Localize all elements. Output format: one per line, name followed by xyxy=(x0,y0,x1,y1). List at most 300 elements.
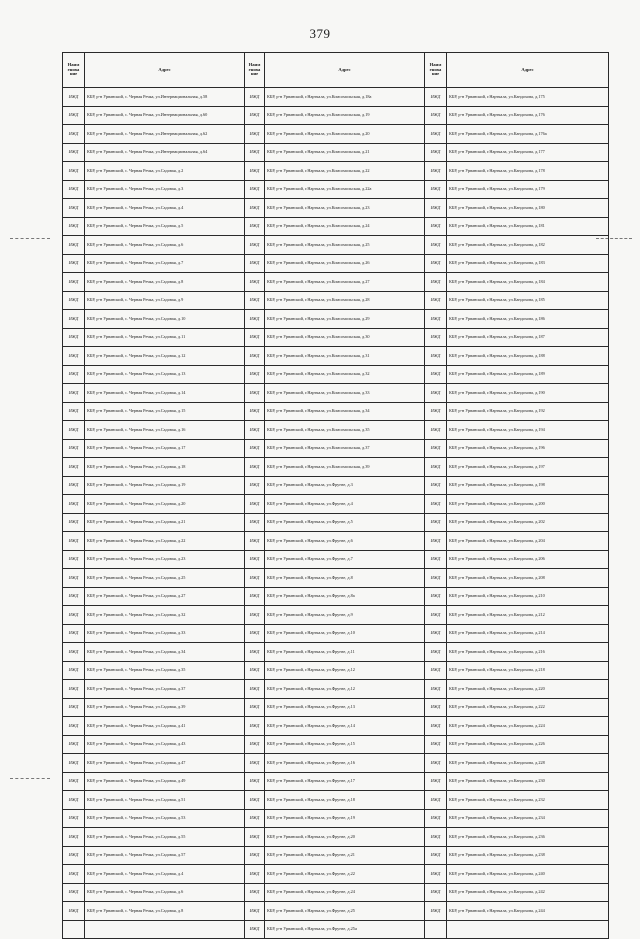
building-type-cell: ИЖД xyxy=(245,587,265,606)
address-cell: КБР, р-н Урванский, с. Черная Речка, ул.Садовая, д.35 xyxy=(85,661,245,680)
building-type-cell xyxy=(63,920,85,939)
building-type-cell: ИЖД xyxy=(63,273,85,292)
address-cell: КБР, р-н Урванский, с. Черная Речка, ул.Садовая, д.16 xyxy=(85,421,245,440)
building-type-cell: ИЖД xyxy=(63,88,85,107)
table-row xyxy=(63,513,609,532)
address-cell: КБР, р-н Урванский, с. Черная Речка, ул.Садовая, д.10 xyxy=(85,310,245,329)
address-cell: КБР, р-н Урванский, г.Нарткала, ул.Комсомольская, д.39 xyxy=(265,458,425,477)
address-cell: КБР, р-н Урванский, г.Нарткала, ул.Комсомольская, д.20 xyxy=(265,125,425,144)
building-type-cell: ИЖД xyxy=(425,439,447,458)
building-type-cell: ИЖД xyxy=(245,883,265,902)
table-row xyxy=(63,661,609,680)
address-cell: КБР, р-н Урванский, г.Нарткала, ул.Кандохова, д.208 xyxy=(447,569,609,588)
table-row xyxy=(63,791,609,810)
building-type-cell: ИЖД xyxy=(63,439,85,458)
address-cell: КБР, р-н Урванский, г.Нарткала, ул.Кандохова, д.202 xyxy=(447,513,609,532)
table-row xyxy=(63,365,609,384)
table-row xyxy=(63,828,609,847)
address-cell: КБР, р-н Урванский, г.Нарткала, ул.Кандохова, д.175 xyxy=(447,88,609,107)
address-table-wrap xyxy=(62,52,608,939)
address-cell: КБР, р-н Урванский, г.Нарткала, ул.Кандохова, д.200 xyxy=(447,495,609,514)
address-cell: КБР, р-н Урванский, г.Нарткала, ул.Фрунзе, д.3 xyxy=(265,476,425,495)
address-cell: КБР, р-н Урванский, с. Черная Речка, ул.Садовая, д.11 xyxy=(85,328,245,347)
address-cell: КБР, р-н Урванский, г.Нарткала, ул.Кандохова, д.238 xyxy=(447,846,609,865)
building-type-cell: ИЖД xyxy=(63,828,85,847)
building-type-cell: ИЖД xyxy=(425,384,447,403)
address-cell: КБР, р-н Урванский, г.Нарткала, ул.Фрунзе, д.10 xyxy=(265,624,425,643)
address-cell: КБР, р-н Урванский, г.Нарткала, ул.Фрунзе, д.21 xyxy=(265,846,425,865)
table-body xyxy=(63,88,609,939)
address-cell: КБР, р-н Урванский, г.Нарткала, ул.Кандохова, д.210 xyxy=(447,587,609,606)
building-type-cell: ИЖД xyxy=(63,236,85,255)
address-cell: КБР, р-н Урванский, г.Нарткала, ул.Кандохова, д.190 xyxy=(447,384,609,403)
building-type-cell: ИЖД xyxy=(425,291,447,310)
building-type-cell: ИЖД xyxy=(425,624,447,643)
address-cell: КБР, р-н Урванский, г.Нарткала, ул.Фрунзе, д.12 xyxy=(265,680,425,699)
building-type-cell: ИЖД xyxy=(425,550,447,569)
address-cell: КБР, р-н Урванский, с. Черная Речка, ул.Садовая, д.2 xyxy=(85,162,245,181)
building-type-cell: ИЖД xyxy=(425,643,447,662)
address-cell: КБР, р-н Урванский, г.Нарткала, ул.Кандохова, д.185 xyxy=(447,291,609,310)
building-type-cell: ИЖД xyxy=(245,291,265,310)
building-type-cell: ИЖД xyxy=(63,717,85,736)
building-type-cell: ИЖД xyxy=(245,754,265,773)
table-row xyxy=(63,384,609,403)
building-type-cell: ИЖД xyxy=(425,569,447,588)
building-type-cell: ИЖД xyxy=(245,162,265,181)
table-row xyxy=(63,587,609,606)
address-cell: КБР, р-н Урванский, г.Нарткала, ул.Фрунзе, д.13 xyxy=(265,698,425,717)
building-type-cell: ИЖД xyxy=(63,384,85,403)
building-type-cell: ИЖД xyxy=(245,680,265,699)
address-cell: КБР, р-н Урванский, г.Нарткала, ул.Кандохова, д.222 xyxy=(447,698,609,717)
address-cell: КБР, р-н Урванский, г.Нарткала, ул.Фрунзе, д.16 xyxy=(265,754,425,773)
address-cell: КБР, р-н Урванский, г.Нарткала, ул.Кандохова, д.232 xyxy=(447,791,609,810)
address-cell: КБР, р-н Урванский, с. Черная Речка, ул.Садовая, д.5 xyxy=(85,217,245,236)
address-cell: КБР, р-н Урванский, г.Нарткала, ул.Кандохова, д.194 xyxy=(447,421,609,440)
building-type-cell: ИЖД xyxy=(245,772,265,791)
building-type-cell: ИЖД xyxy=(63,143,85,162)
address-cell: КБР, р-н Урванский, г.Нарткала, ул.Фрунзе, д.22 xyxy=(265,865,425,884)
building-type-cell: ИЖД xyxy=(63,569,85,588)
building-type-cell: ИЖД xyxy=(425,476,447,495)
address-cell: КБР, р-н Урванский, с. Черная Речка, ул.Садовая, д.14 xyxy=(85,384,245,403)
building-type-cell: ИЖД xyxy=(63,532,85,551)
building-type-cell: ИЖД xyxy=(245,902,265,921)
building-type-cell: ИЖД xyxy=(245,809,265,828)
address-cell: КБР, р-н Урванский, г.Нарткала, ул.Фрунзе, д.12 xyxy=(265,661,425,680)
building-type-cell: ИЖД xyxy=(425,495,447,514)
address-cell: КБР, р-н Урванский, с. Черная Речка, ул.Садовая, д.7 xyxy=(85,254,245,273)
building-type-cell: ИЖД xyxy=(63,791,85,810)
address-cell: КБР, р-н Урванский, г.Нарткала, ул.Фрунзе, д.4 xyxy=(265,495,425,514)
address-cell: КБР, р-н Урванский, с. Черная Речка, ул.Садовая, д.18 xyxy=(85,458,245,477)
table-row xyxy=(63,717,609,736)
table-row xyxy=(63,532,609,551)
building-type-cell: ИЖД xyxy=(63,680,85,699)
address-cell: КБР, р-н Урванский, г.Нарткала, ул.Кандохова, д.196 xyxy=(447,439,609,458)
table-row xyxy=(63,846,609,865)
address-cell: КБР, р-н Урванский, г.Нарткала, ул.Комсомольская, д.25 xyxy=(265,236,425,255)
table-row xyxy=(63,495,609,514)
building-type-cell: ИЖД xyxy=(63,772,85,791)
building-type-cell: ИЖД xyxy=(425,402,447,421)
building-type-cell: ИЖД xyxy=(245,495,265,514)
address-cell: КБР, р-н Урванский, г.Нарткала, ул.Фрунзе, д.8 xyxy=(265,569,425,588)
building-type-cell: ИЖД xyxy=(245,180,265,199)
address-cell: КБР, р-н Урванский, г.Нарткала, ул.Фрунзе, д.15 xyxy=(265,735,425,754)
address-cell: КБР, р-н Урванский, г.Нарткала, ул.Фрунзе, д.14 xyxy=(265,717,425,736)
building-type-cell: ИЖД xyxy=(63,402,85,421)
building-type-cell: ИЖД xyxy=(245,717,265,736)
building-type-cell: ИЖД xyxy=(245,384,265,403)
table-row xyxy=(63,643,609,662)
address-cell: КБР, р-н Урванский, г.Нарткала, ул.Комсомольская, д.23 xyxy=(265,199,425,218)
building-type-cell: ИЖД xyxy=(245,88,265,107)
address-cell: КБР, р-н Урванский, с. Черная Речка, ул.Садовая, д.57 xyxy=(85,846,245,865)
building-type-cell: ИЖД xyxy=(245,532,265,551)
address-table xyxy=(62,52,609,939)
address-cell: КБР, р-н Урванский, г.Нарткала, ул.Комсомольская, д.28 xyxy=(265,291,425,310)
address-cell: КБР, р-н Урванский, г.Нарткала, ул.Кандохова, д.212 xyxy=(447,606,609,625)
building-type-cell: ИЖД xyxy=(63,865,85,884)
building-type-cell: ИЖД xyxy=(245,920,265,939)
building-type-cell: ИЖД xyxy=(63,328,85,347)
table-row xyxy=(63,458,609,477)
address-cell: КБР, р-н Урванский, г.Нарткала, ул.Кандохова, д.228 xyxy=(447,754,609,773)
table-row xyxy=(63,310,609,329)
building-type-cell: ИЖД xyxy=(245,347,265,366)
address-cell: КБР, р-н Урванский, г.Нарткала, ул.Фрунзе, д.6 xyxy=(265,532,425,551)
building-type-cell: ИЖД xyxy=(245,624,265,643)
address-cell: КБР, р-н Урванский, г.Нарткала, ул.Кандохова, д.178 xyxy=(447,162,609,181)
address-cell: КБР, р-н Урванский, г.Нарткала, ул.Кандохова, д.218 xyxy=(447,661,609,680)
building-type-cell: ИЖД xyxy=(245,254,265,273)
building-type-cell: ИЖД xyxy=(425,310,447,329)
address-cell: КБР, р-н Урванский, г.Нарткала, ул.Комсомольская, д.26 xyxy=(265,254,425,273)
address-cell xyxy=(447,920,609,939)
building-type-cell: ИЖД xyxy=(425,143,447,162)
address-cell: КБР, р-н Урванский, г.Нарткала, ул.Кандохова, д.176а xyxy=(447,125,609,144)
building-type-cell: ИЖД xyxy=(63,735,85,754)
table-row xyxy=(63,143,609,162)
building-type-cell: ИЖД xyxy=(63,661,85,680)
table-row xyxy=(63,347,609,366)
building-type-cell: ИЖД xyxy=(425,513,447,532)
table-row xyxy=(63,125,609,144)
building-type-cell: ИЖД xyxy=(63,606,85,625)
building-type-cell: ИЖД xyxy=(63,698,85,717)
table-row xyxy=(63,421,609,440)
address-cell: КБР, р-н Урванский, г.Нарткала, ул.Кандохова, д.177 xyxy=(447,143,609,162)
table-row xyxy=(63,550,609,569)
address-cell: КБР, р-н Урванский, г.Нарткала, ул.Кандохова, д.182 xyxy=(447,236,609,255)
building-type-cell: ИЖД xyxy=(63,624,85,643)
table-row xyxy=(63,88,609,107)
building-type-cell: ИЖД xyxy=(63,254,85,273)
building-type-cell: ИЖД xyxy=(245,143,265,162)
building-type-cell: ИЖД xyxy=(63,347,85,366)
address-cell: КБР, р-н Урванский, г.Нарткала, ул.Фрунзе, д.20 xyxy=(265,828,425,847)
address-cell: КБР, р-н Урванский, г.Нарткала, ул.Фрунзе, д.18 xyxy=(265,791,425,810)
building-type-cell: ИЖД xyxy=(425,125,447,144)
building-type-cell: ИЖД xyxy=(63,513,85,532)
building-type-cell: ИЖД xyxy=(63,458,85,477)
address-cell: КБР, р-н Урванский, с. Черная Речка, ул.Садовая, д.9 xyxy=(85,291,245,310)
address-cell: КБР, р-н Урванский, г.Нарткала, ул.Кандохова, д.179 xyxy=(447,180,609,199)
building-type-cell: ИЖД xyxy=(63,809,85,828)
address-cell: КБР, р-н Урванский, г.Нарткала, ул.Комсомольская, д.35 xyxy=(265,421,425,440)
building-type-cell: ИЖД xyxy=(425,421,447,440)
building-type-cell: ИЖД xyxy=(63,125,85,144)
building-type-cell: ИЖД xyxy=(245,846,265,865)
address-cell: КБР, р-н Урванский, г.Нарткала, ул.Кандохова, д.242 xyxy=(447,883,609,902)
address-cell: КБР, р-н Урванский, г.Нарткала, ул.Кандохова, д.192 xyxy=(447,402,609,421)
table-row xyxy=(63,569,609,588)
building-type-cell: ИЖД xyxy=(425,273,447,292)
table-row xyxy=(63,254,609,273)
address-cell: КБР, р-н Урванский, с. Черная Речка, ул.Садовая, д.49 xyxy=(85,772,245,791)
building-type-cell: ИЖД xyxy=(425,828,447,847)
table-row xyxy=(63,162,609,181)
address-cell: КБР, р-н Урванский, с. Черная Речка, ул.Садовая, д.12 xyxy=(85,347,245,366)
building-type-cell: ИЖД xyxy=(245,439,265,458)
address-cell: КБР, р-н Урванский, г.Нарткала, ул.Кандохова, д.224 xyxy=(447,717,609,736)
table-row xyxy=(63,735,609,754)
address-cell: КБР, р-н Урванский, г.Нарткала, ул.Кандохова, д.184 xyxy=(447,273,609,292)
header-address: Адрес xyxy=(265,53,425,88)
building-type-cell: ИЖД xyxy=(63,180,85,199)
address-cell: КБР, р-н Урванский, с. Черная Речка, ул.Интернациональная, д.62 xyxy=(85,125,245,144)
address-cell: КБР, р-н Урванский, с. Черная Речка, ул.Садовая, д.8 xyxy=(85,273,245,292)
address-cell: КБР, р-н Урванский, с. Черная Речка, ул.Садовая, д.4 xyxy=(85,865,245,884)
table-row xyxy=(63,754,609,773)
building-type-cell: ИЖД xyxy=(245,236,265,255)
address-cell: КБР, р-н Урванский, г.Нарткала, ул.Кандохова, д.220 xyxy=(447,680,609,699)
building-type-cell: ИЖД xyxy=(63,106,85,125)
table-row xyxy=(63,902,609,921)
header-type: Наим енова ние xyxy=(63,53,85,88)
address-cell: КБР, р-н Урванский, с. Черная Речка, ул.Садовая, д.23 xyxy=(85,550,245,569)
address-cell: КБР, р-н Урванский, г.Нарткала, ул.Кандохова, д.180 xyxy=(447,199,609,218)
building-type-cell: ИЖД xyxy=(63,421,85,440)
building-type-cell: ИЖД xyxy=(425,865,447,884)
building-type-cell: ИЖД xyxy=(245,550,265,569)
building-type-cell: ИЖД xyxy=(425,162,447,181)
building-type-cell: ИЖД xyxy=(425,180,447,199)
building-type-cell: ИЖД xyxy=(425,532,447,551)
building-type-cell: ИЖД xyxy=(245,328,265,347)
building-type-cell: ИЖД xyxy=(245,735,265,754)
header-address: Адрес xyxy=(447,53,609,88)
address-cell: КБР, р-н Урванский, с. Черная Речка, ул.Садовая, д.6 xyxy=(85,883,245,902)
address-cell: КБР, р-н Урванский, с. Черная Речка, ул.Садовая, д.8 xyxy=(85,902,245,921)
address-cell: КБР, р-н Урванский, с. Черная Речка, ул.Садовая, д.53 xyxy=(85,809,245,828)
address-cell: КБР, р-н Урванский, г.Нарткала, ул.Фрунзе, д.25 xyxy=(265,902,425,921)
building-type-cell: ИЖД xyxy=(245,365,265,384)
building-type-cell: ИЖД xyxy=(425,236,447,255)
building-type-cell: ИЖД xyxy=(245,458,265,477)
building-type-cell: ИЖД xyxy=(245,217,265,236)
address-cell: КБР, р-н Урванский, с. Черная Речка, ул.Садовая, д.27 xyxy=(85,587,245,606)
building-type-cell: ИЖД xyxy=(425,365,447,384)
building-type-cell: ИЖД xyxy=(245,106,265,125)
address-cell: КБР, р-н Урванский, г.Нарткала, ул.Комсомольская, д.34 xyxy=(265,402,425,421)
table-row xyxy=(63,606,609,625)
address-cell: КБР, р-н Урванский, с. Черная Речка, ул.Садовая, д.33 xyxy=(85,624,245,643)
address-cell: КБР, р-н Урванский, г.Нарткала, ул.Кандохова, д.206 xyxy=(447,550,609,569)
building-type-cell: ИЖД xyxy=(63,365,85,384)
table-row xyxy=(63,180,609,199)
address-cell: КБР, р-н Урванский, г.Нарткала, ул.Комсомольская, д.30 xyxy=(265,328,425,347)
address-cell: КБР, р-н Урванский, г.Нарткала, ул.Фрунзе, д.25а xyxy=(265,920,425,939)
address-cell: КБР, р-н Урванский, г.Нарткала, ул.Кандохова, д.230 xyxy=(447,772,609,791)
building-type-cell: ИЖД xyxy=(245,828,265,847)
address-cell: КБР, р-н Урванский, г.Нарткала, ул.Комсомольская, д.21 xyxy=(265,143,425,162)
address-cell: КБР, р-н Урванский, г.Нарткала, ул.Комсомольская, д.19 xyxy=(265,106,425,125)
building-type-cell: ИЖД xyxy=(245,698,265,717)
building-type-cell: ИЖД xyxy=(63,587,85,606)
address-cell: КБР, р-н Урванский, г.Нарткала, ул.Кандохова, д.181 xyxy=(447,217,609,236)
address-cell: КБР, р-н Урванский, с. Черная Речка, ул.Садовая, д.51 xyxy=(85,791,245,810)
address-cell: КБР, р-н Урванский, г.Нарткала, ул.Кандохова, д.236 xyxy=(447,828,609,847)
address-cell: КБР, р-н Урванский, с. Черная Речка, ул.Садовая, д.43 xyxy=(85,735,245,754)
address-cell: КБР, р-н Урванский, с. Черная Речка, ул.Садовая, д.19 xyxy=(85,476,245,495)
address-cell: КБР, р-н Урванский, с. Черная Речка, ул.Садовая, д.6 xyxy=(85,236,245,255)
building-type-cell: ИЖД xyxy=(425,199,447,218)
building-type-cell: ИЖД xyxy=(425,328,447,347)
header-address: Адрес xyxy=(85,53,245,88)
table-row xyxy=(63,920,609,939)
building-type-cell: ИЖД xyxy=(425,587,447,606)
address-cell: КБР, р-н Урванский, с. Черная Речка, ул.Садовая, д.15 xyxy=(85,402,245,421)
table-row xyxy=(63,680,609,699)
address-cell: КБР, р-н Урванский, г.Нарткала, ул.Кандохова, д.204 xyxy=(447,532,609,551)
building-type-cell: ИЖД xyxy=(63,310,85,329)
building-type-cell: ИЖД xyxy=(425,883,447,902)
address-cell: КБР, р-н Урванский, г.Нарткала, ул.Кандохова, д.188 xyxy=(447,347,609,366)
building-type-cell: ИЖД xyxy=(245,421,265,440)
address-cell: КБР, р-н Урванский, с. Черная Речка, ул.Садовая, д.39 xyxy=(85,698,245,717)
building-type-cell: ИЖД xyxy=(245,865,265,884)
address-cell: КБР, р-н Урванский, г.Нарткала, ул.Комсомольская, д.31 xyxy=(265,347,425,366)
building-type-cell: ИЖД xyxy=(425,809,447,828)
margin-mark xyxy=(10,778,50,780)
building-type-cell: ИЖД xyxy=(425,717,447,736)
table-row xyxy=(63,217,609,236)
table-row xyxy=(63,402,609,421)
table-row xyxy=(63,476,609,495)
building-type-cell: ИЖД xyxy=(425,772,447,791)
building-type-cell: ИЖД xyxy=(63,550,85,569)
building-type-cell: ИЖД xyxy=(245,310,265,329)
building-type-cell: ИЖД xyxy=(425,698,447,717)
address-cell: КБР, р-н Урванский, г.Нарткала, ул.Кандохова, д.187 xyxy=(447,328,609,347)
building-type-cell: ИЖД xyxy=(63,495,85,514)
address-cell: КБР, р-н Урванский, г.Нарткала, ул.Фрунзе, д.9 xyxy=(265,606,425,625)
address-cell: КБР, р-н Урванский, с. Черная Речка, ул.Интернациональная, д.58 xyxy=(85,88,245,107)
building-type-cell: ИЖД xyxy=(425,347,447,366)
address-cell xyxy=(85,920,245,939)
building-type-cell: ИЖД xyxy=(245,273,265,292)
table-row xyxy=(63,698,609,717)
address-cell: КБР, р-н Урванский, г.Нарткала, ул.Фрунзе, д.19 xyxy=(265,809,425,828)
building-type-cell: ИЖД xyxy=(63,883,85,902)
address-cell: КБР, р-н Урванский, с. Черная Речка, ул.Садовая, д.4 xyxy=(85,199,245,218)
table-row xyxy=(63,291,609,310)
address-cell: КБР, р-н Урванский, с. Черная Речка, ул.Садовая, д.37 xyxy=(85,680,245,699)
building-type-cell: ИЖД xyxy=(245,569,265,588)
address-cell: КБР, р-н Урванский, с. Черная Речка, ул.Садовая, д.20 xyxy=(85,495,245,514)
address-cell: КБР, р-н Урванский, г.Нарткала, ул.Кандохова, д.198 xyxy=(447,476,609,495)
address-cell: КБР, р-н Урванский, г.Нарткала, ул.Фрунзе, д.7 xyxy=(265,550,425,569)
building-type-cell: ИЖД xyxy=(245,513,265,532)
address-cell: КБР, р-н Урванский, г.Нарткала, ул.Комсомольская, д.27 xyxy=(265,273,425,292)
building-type-cell: ИЖД xyxy=(63,199,85,218)
building-type-cell: ИЖД xyxy=(425,606,447,625)
building-type-cell: ИЖД xyxy=(245,606,265,625)
table-header-row xyxy=(63,53,609,88)
address-cell: КБР, р-н Урванский, с. Черная Речка, ул.Садовая, д.32 xyxy=(85,606,245,625)
page-number: 379 xyxy=(309,26,331,41)
building-type-cell: ИЖД xyxy=(425,106,447,125)
address-cell: КБР, р-н Урванский, с. Черная Речка, ул.Садовая, д.47 xyxy=(85,754,245,773)
address-cell: КБР, р-н Урванский, г.Нарткала, ул.Комсомольская, д.33 xyxy=(265,384,425,403)
table-row xyxy=(63,883,609,902)
header-type: Наим енова ние xyxy=(245,53,265,88)
building-type-cell: ИЖД xyxy=(425,735,447,754)
building-type-cell: ИЖД xyxy=(245,791,265,810)
address-cell: КБР, р-н Урванский, г.Нарткала, ул.Комсомольская, д.22а xyxy=(265,180,425,199)
building-type-cell: ИЖД xyxy=(63,291,85,310)
address-cell: КБР, р-н Урванский, г.Нарткала, ул.Фрунзе, д.11 xyxy=(265,643,425,662)
building-type-cell: ИЖД xyxy=(245,476,265,495)
address-cell: КБР, р-н Урванский, с. Черная Речка, ул.Садовая, д.13 xyxy=(85,365,245,384)
address-cell: КБР, р-н Урванский, г.Нарткала, ул.Кандохова, д.183 xyxy=(447,254,609,273)
building-type-cell: ИЖД xyxy=(63,754,85,773)
building-type-cell: ИЖД xyxy=(63,643,85,662)
building-type-cell: ИЖД xyxy=(63,476,85,495)
building-type-cell: ИЖД xyxy=(425,846,447,865)
address-cell: КБР, р-н Урванский, г.Нарткала, ул.Кандохова, д.226 xyxy=(447,735,609,754)
address-cell: КБР, р-н Урванский, г.Нарткала, ул.Фрунзе, д.5 xyxy=(265,513,425,532)
address-cell: КБР, р-н Урванский, с. Черная Речка, ул.Садовая, д.3 xyxy=(85,180,245,199)
building-type-cell: ИЖД xyxy=(425,661,447,680)
building-type-cell xyxy=(425,920,447,939)
building-type-cell: ИЖД xyxy=(425,902,447,921)
address-cell: КБР, р-н Урванский, с. Черная Речка, ул.Садовая, д.22 xyxy=(85,532,245,551)
building-type-cell: ИЖД xyxy=(425,458,447,477)
building-type-cell: ИЖД xyxy=(245,643,265,662)
address-cell: КБР, р-н Урванский, с. Черная Речка, ул.Садовая, д.21 xyxy=(85,513,245,532)
address-cell: КБР, р-н Урванский, г.Нарткала, ул.Комсомольская, д.18а xyxy=(265,88,425,107)
address-cell: КБР, р-н Урванский, с. Черная Речка, ул.Интернациональная, д.64 xyxy=(85,143,245,162)
building-type-cell: ИЖД xyxy=(63,902,85,921)
table-row xyxy=(63,106,609,125)
table-row xyxy=(63,328,609,347)
address-cell: КБР, р-н Урванский, г.Нарткала, ул.Комсомольская, д.37 xyxy=(265,439,425,458)
address-cell: КБР, р-н Урванский, г.Нарткала, ул.Комсомольская, д.32 xyxy=(265,365,425,384)
address-cell: КБР, р-н Урванский, г.Нарткала, ул.Комсомольская, д.29 xyxy=(265,310,425,329)
table-row xyxy=(63,624,609,643)
address-cell: КБР, р-н Урванский, г.Нарткала, ул.Фрунзе, д.24 xyxy=(265,883,425,902)
margin-mark xyxy=(10,238,50,240)
building-type-cell: ИЖД xyxy=(425,254,447,273)
address-cell: КБР, р-н Урванский, г.Нарткала, ул.Фрунзе, д.17 xyxy=(265,772,425,791)
address-cell: КБР, р-н Урванский, с. Черная Речка, ул.Садовая, д.34 xyxy=(85,643,245,662)
table-row xyxy=(63,772,609,791)
address-cell: КБР, р-н Урванский, с. Черная Речка, ул.Садовая, д.17 xyxy=(85,439,245,458)
